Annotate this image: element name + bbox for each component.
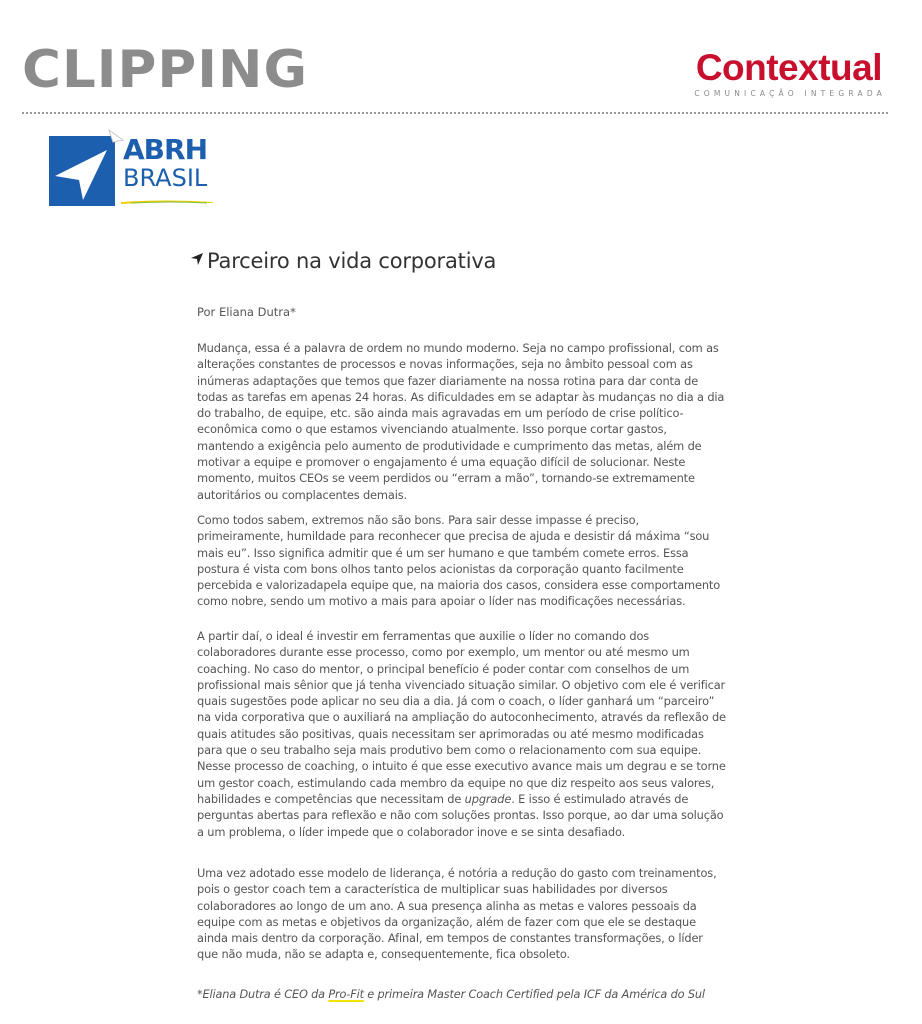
emphasis-upgrade: upgrade [464, 791, 512, 806]
pro-fit-link[interactable]: Pro-Fit [328, 988, 364, 1001]
paragraph-3-text: A partir daí, o ideal é investir em ferramentas que auxilie o líder no comando dos colaboradores durante esse processo, como por exemplo, um mentor ou até mesmo um coaching. No caso do mentor, o principal benefício é poder contar com conselhos de um profissional mais sênior que já tenha vivenciado situação similar. O objetivo com ele é verificar quais sugestões pode aplicar no seu dia a dia. Já com o coach, o líder ganhará um “parceiro” na vida corporativa que o auxiliará na ampliação do autoconhecimento, através da reflexão de quais atitudes são positivas, quais necessitam ser aprimoradas ou até mesmo modificadas para que o seu trabalho seja mais produtivo bem como o relacionamento com sua equipe. Nesse processo de coaching, o intuito é que esse executivo avance mais um degrau e se torne um gestor coach, estimulando cada membro da equipe no que diz respeito aos seus valores, habilidades e competências que necessitam de [197, 629, 726, 806]
contextual-logo [694, 47, 886, 98]
abrh-brasil-logo [49, 128, 219, 210]
author-footnote [197, 987, 737, 1003]
clipping-title: CLIPPING [22, 40, 309, 100]
paragraph-3-text-end: . E isso é estimulado através de perguntas abertas para reflexão e não com soluções prontas. Isso porque, ao dar uma solução a um problema, o líder impede que o colaborador inove e se sinta desafiado. [197, 791, 724, 839]
paragraph-2: Como todos sabem, extremos não são bons. Para sair desse impasse é preciso, primeiramente, humildade para reconhecer que precisa de ajuda e desistir dá máxima “sou mais eu”. Isso significa admitir que é um ser humano e que também comete erros. Essa postura é vista com bons olhos tanto pelos acionistas da corporação quanto facilmente percebida e valorizadapela equipe que, na maioria dos casos, considera esse comportamento como nobre, sendo um motivo a mais para apoiar o líder nas modificações necessárias. [197, 513, 721, 609]
swoosh-underline [121, 199, 213, 204]
article-title-text: Parceiro na vida corporativa [207, 249, 497, 273]
footnote-text-end: e primeira Master Coach Certified pela ICF da América do Sul [363, 988, 705, 1001]
byline: Por Eliana Dutra* [197, 305, 296, 319]
location-arrow-icon [191, 253, 203, 265]
paragraph-4: Uma vez adotado esse modelo de liderança, é notória a redução do gasto com treinamentos, pois o gestor coach tem a característica de multiplicar suas habilidades por diversos colaboradores ao longo de um ano. A sua presença alinha as metas e valores pessoais da equipe com as metas e objetivos da organização, além de fazer com que ele se destaque ainda mais dentro da corporação. Afinal, em tempos de constantes transformações, o líder que não muda, não se adapta e, consequentemente, fica obsoleto. [197, 866, 717, 962]
footnote-text: *Eliana Dutra é CEO da [197, 988, 329, 1001]
paragraph-1: Mudança, essa é a palavra de ordem no mundo moderno. Seja no campo profissional, com as alterações constantes de processos e novas informações, seja no âmbito pessoal com as inúmeras adaptações que temos que fazer diariamente na nossa rotina para dar conta de todas as tarefas em apenas 24 horas. As dificuldades em se adaptar às mudanças no dia a dia do trabalho, de equipe, etc. são ainda mais agravadas em um período de crise político-econômica como o que estamos vivenciando atualmente. Isso porque cortar gastos, mantendo a exigência pelo aumento de produtividade e cumprimento das metas, além de motivar a equipe e promover o engajamento é uma equação difícil de solucionar. Neste momento, muitos CEOs se veem perdidos ou “erram a mão”, tornando-se extremamente autoritários ou complacentes demais. [197, 341, 725, 502]
abrh-line1: ABRH [123, 133, 208, 166]
brand-tagline: COMUNICAÇÃO INTEGRADA [694, 89, 886, 98]
paragraph-3 [197, 628, 727, 840]
article-title [191, 248, 496, 274]
dotted-divider [22, 112, 888, 114]
paper-plane-arrow-icon [49, 136, 115, 206]
brand-name: Contextual [695, 47, 882, 88]
abrh-line2: BRASIL [123, 164, 208, 192]
